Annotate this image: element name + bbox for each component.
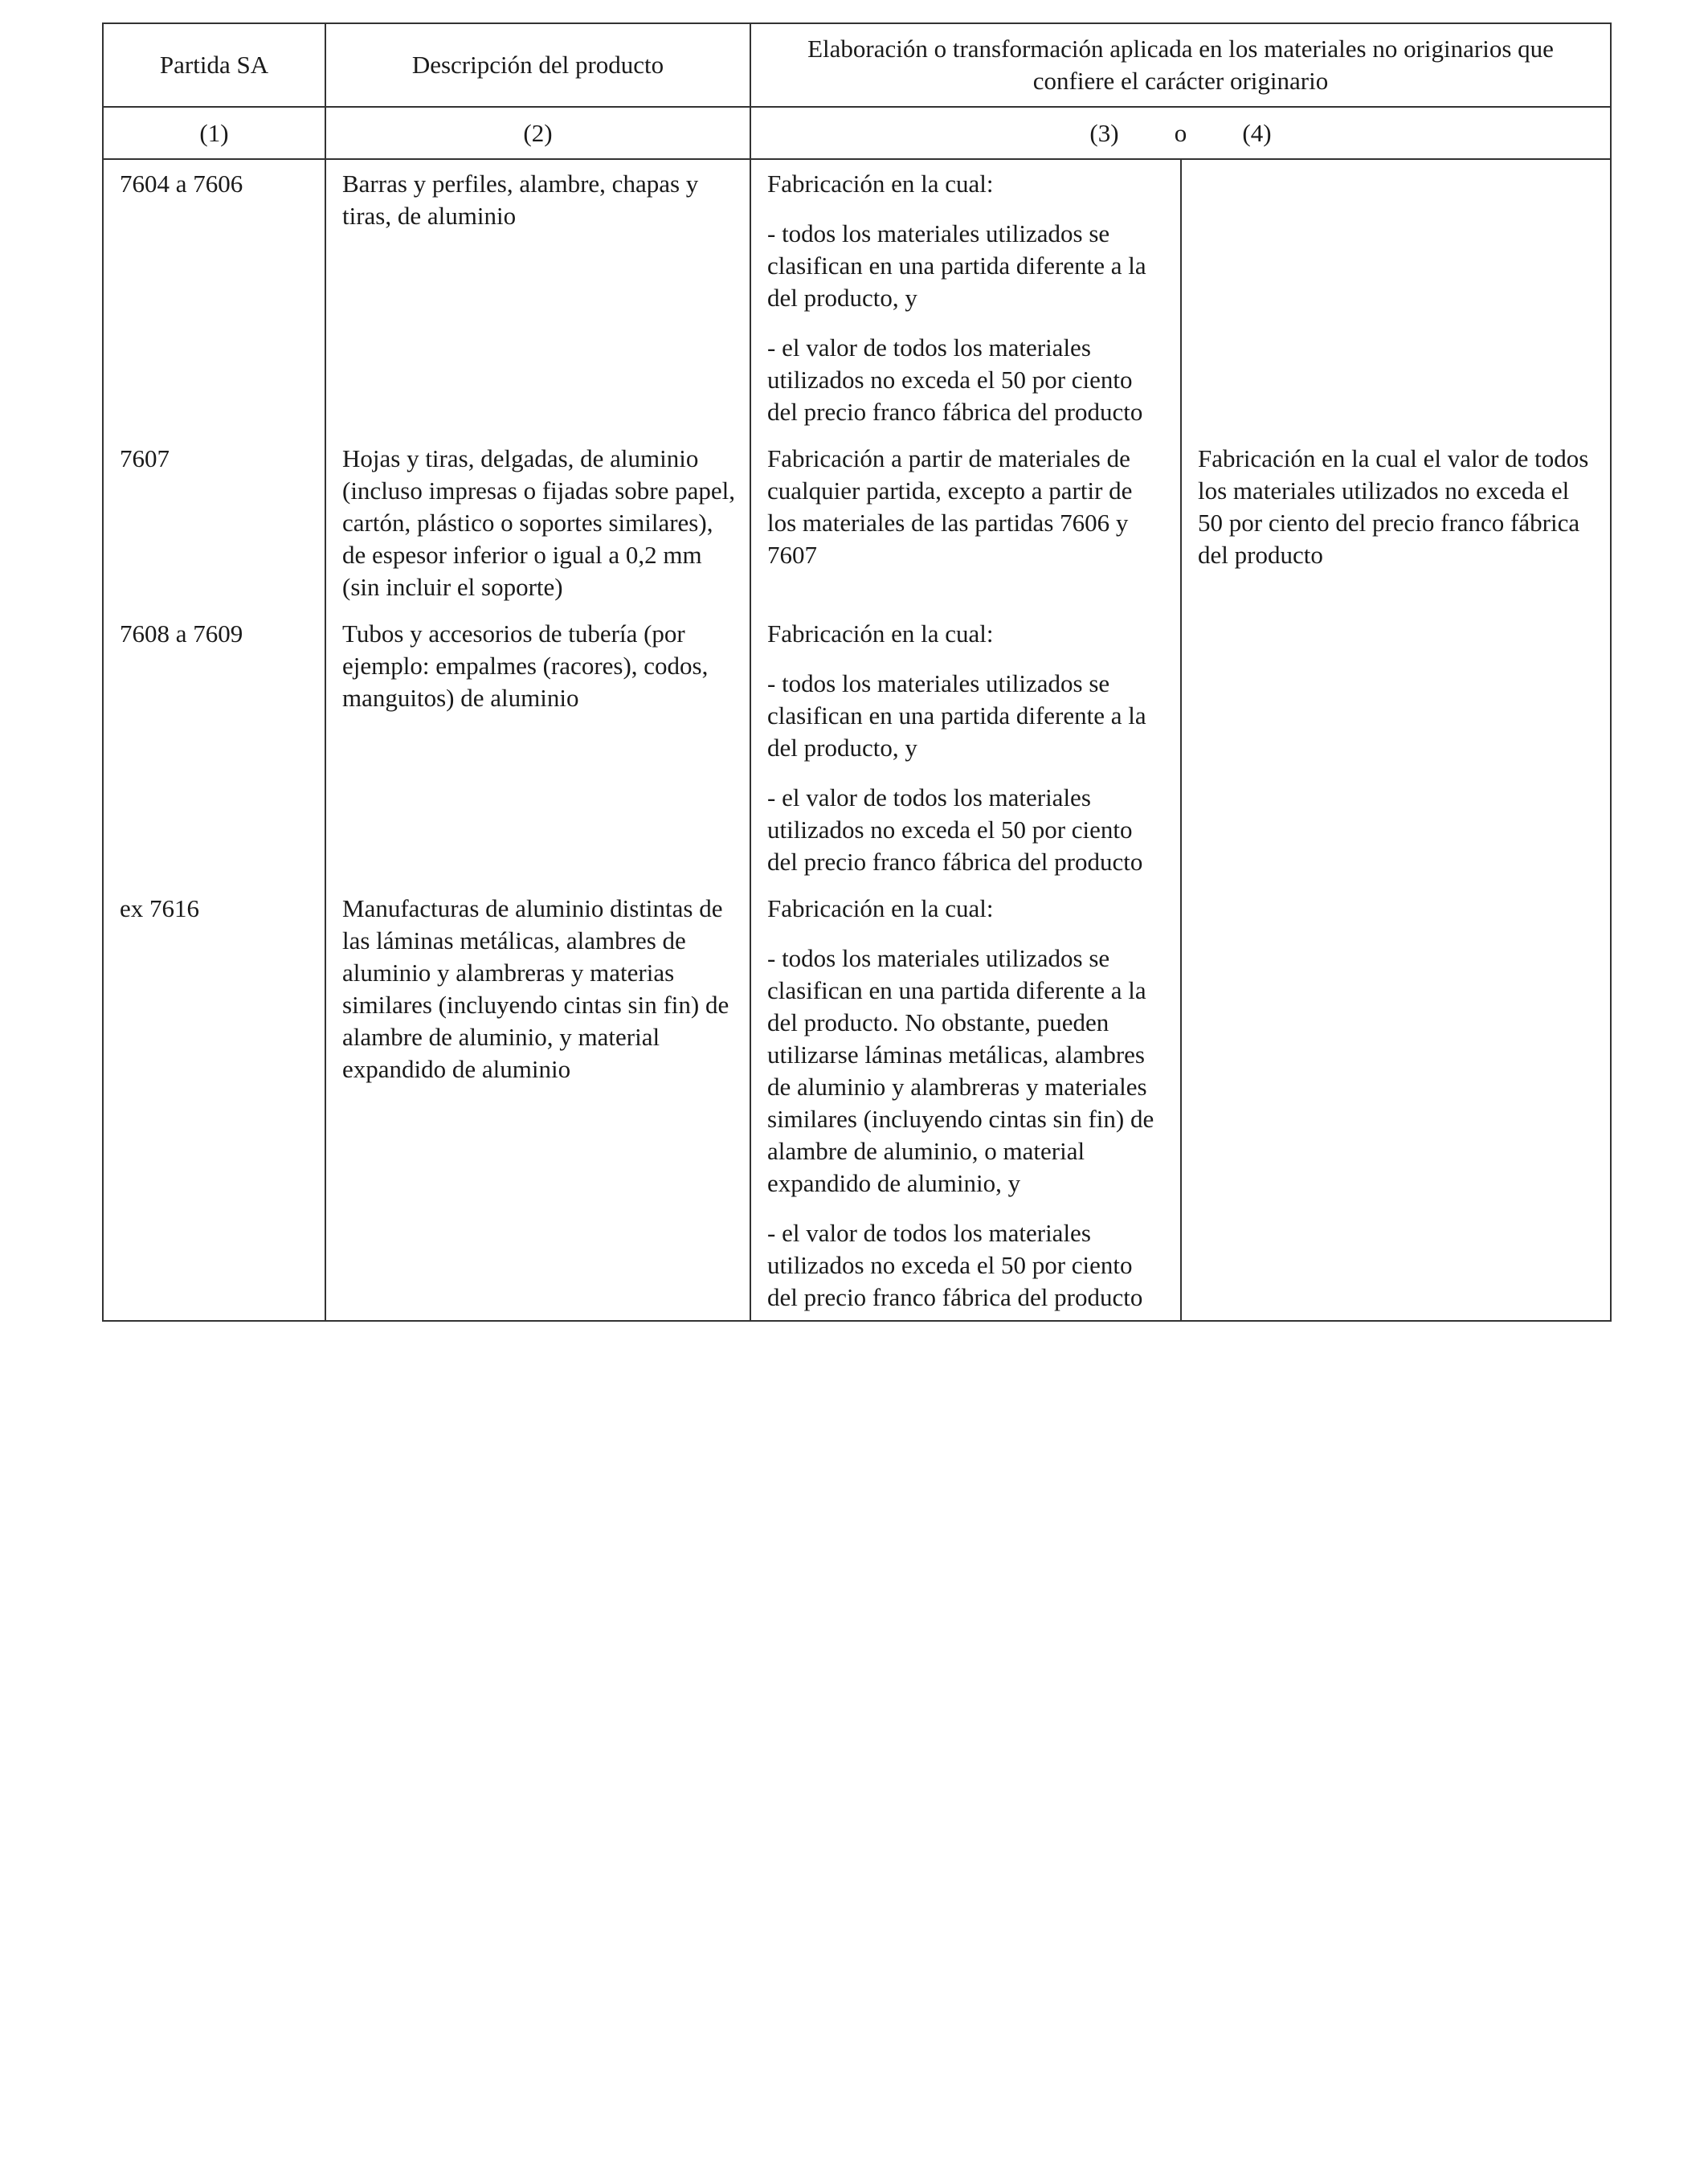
rule-paragraph: - el valor de todos los materiales utilizados no exceda el 50 por ciento del precio franco fábrica del producto [767,783,1143,876]
column-number-3: (3) [1089,118,1119,147]
rule-column-4 [1181,610,1611,885]
rule-column-4: Fabricación en la cual el valor de todos los materiales utilizados no exceda el 50 por ciento del precio franco fábrica del producto [1181,435,1611,610]
hs-code: ex 7616 [103,885,325,1321]
rule-paragraph: Fabricación en la cual: [767,894,994,922]
rule-column-3 [750,435,1181,610]
table-row [103,435,1611,610]
rule-column-4 [1181,885,1611,1321]
rule-paragraph: - todos los materiales utilizados se clasifican en una partida diferente a la del producto, y [767,669,1146,762]
column-numbers-3-4 [750,107,1611,159]
rule-paragraph: - el valor de todos los materiales utilizados no exceda el 50 por ciento del precio franco fábrica del producto [767,1219,1143,1311]
rules-of-origin-table [102,22,1612,1322]
table-header-row [103,23,1611,107]
rule-column-3 [750,159,1181,435]
header-elaboracion-transformacion: Elaboración o transformación aplicada en los materiales no originarios que confiere el carácter originario [750,23,1611,107]
hs-code: 7604 a 7606 [103,159,325,435]
column-number-4: (4) [1242,118,1272,147]
header-descripcion-producto: Descripción del producto [325,23,750,107]
header-partida-sa: Partida SA [103,23,325,107]
rule-paragraph: Fabricación en la cual: [767,619,994,648]
rule-paragraph: Fabricación en la cual: [767,170,994,198]
table-row [103,885,1611,1321]
table-row [103,610,1611,885]
product-description: Hojas y tiras, delgadas, de aluminio (incluso impresas o fijadas sobre papel, cartón, plástico o soportes similares), de espesor inferior o igual a 0,2 mm (sin incluir el soporte) [325,435,750,610]
rule-paragraph: Fabricación a partir de materiales de cualquier partida, excepto a partir de los materiales de las partidas 7606 y 7607 [767,444,1133,569]
product-description: Manufacturas de aluminio distintas de las láminas metálicas, alambres de aluminio y alambreras y materias similares (incluyendo cintas sin fin) de alambre de aluminio, y material expandido de aluminio [325,885,750,1321]
hs-code: 7608 a 7609 [103,610,325,885]
column-number-2: (2) [325,107,750,159]
table-column-numbers-row [103,107,1611,159]
product-description: Barras y perfiles, alambre, chapas y tiras, de aluminio [325,159,750,435]
rule-column-4 [1181,159,1611,435]
column-or-label: o [1174,118,1187,147]
rule-column-3 [750,610,1181,885]
product-description: Tubos y accesorios de tubería (por ejemplo: empalmes (racores), codos, manguitos) de aluminio [325,610,750,885]
table-row [103,159,1611,435]
column-number-1: (1) [103,107,325,159]
rule-paragraph: - todos los materiales utilizados se clasifican en una partida diferente a la del producto. No obstante, pueden utilizarse láminas metálicas, alambres de aluminio y alambreras y materiales similares (incluyendo cintas sin fin) de alambre de aluminio, o material expandido de aluminio, y [767,944,1154,1197]
hs-code: 7607 [103,435,325,610]
rule-paragraph: - el valor de todos los materiales utilizados no exceda el 50 por ciento del precio franco fábrica del producto [767,333,1143,426]
rule-paragraph: - todos los materiales utilizados se clasifican en una partida diferente a la del producto, y [767,219,1146,312]
rule-column-3 [750,885,1181,1321]
